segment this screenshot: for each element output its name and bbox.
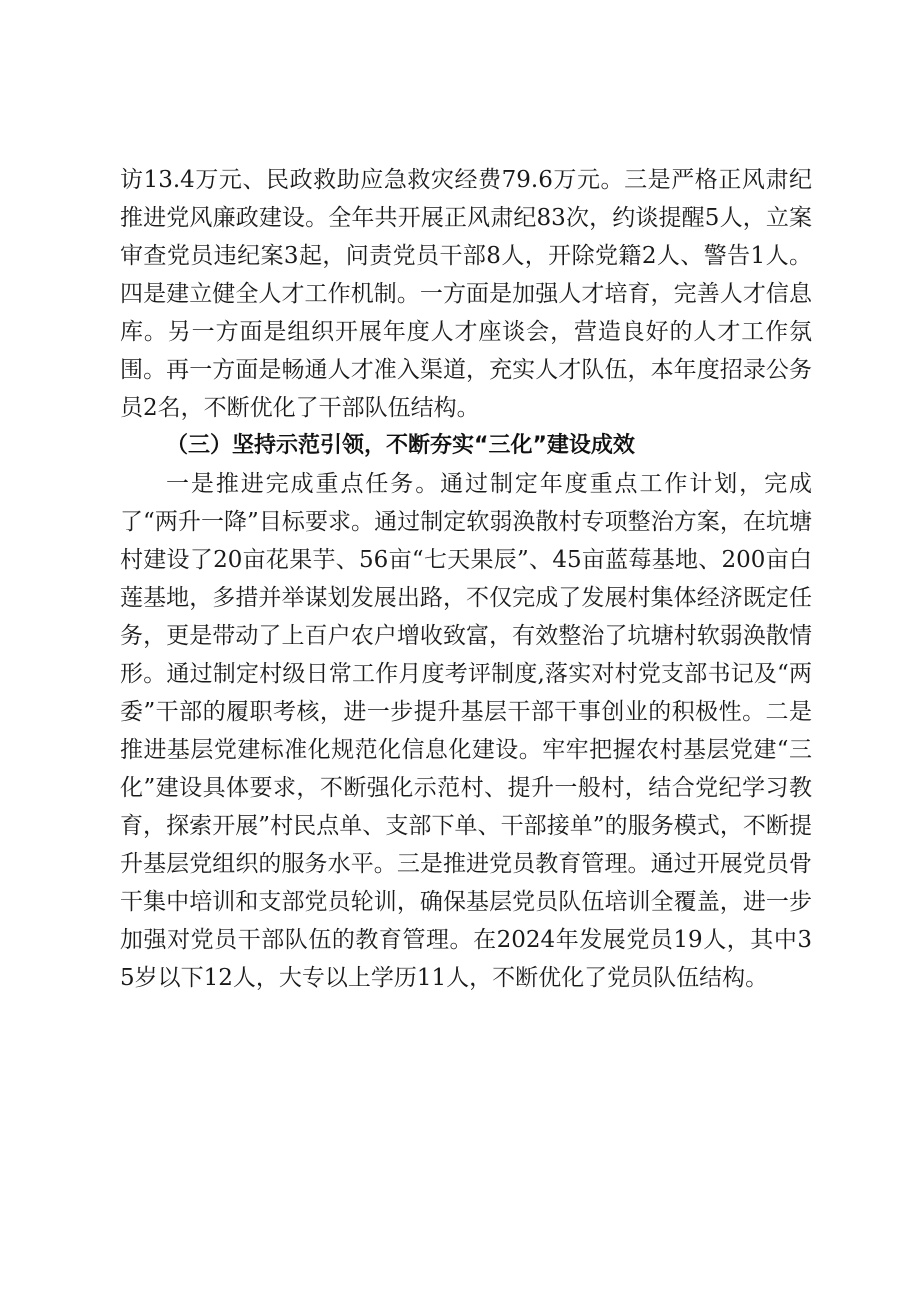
paragraph-section-three: 一是推进完成重点任务。通过制定年度重点工作计划，完成了“两升一降”目标要求。通过制定软弱涣散村专项整治方案，在坑塘村建设了20亩花果芋、56亩“七天果辰”、45亩蓝莓基地、200亩白莲基地，多措并举谋划发展出路，不仅完成了发展村集体经济既定任务，更是带动了上百户农户增收致富，有效整治了坑塘村软弱涣散情形。通过制定村级日常工作月度考评制度,落实对村党支部书记及“两委”干部的履职考核，进一步提升基层干部干事创业的积极性。二是推进基层党建标准化规范化信息化建设。牢牢把握农村基层党建“三化”建设具体要求，不断强化示范村、提升一般村，结合党纪学习教育，探索开展”村民点单、支部下单、干部接单”的服务模式，不断提升基层党组织的服务水平。三是推进党员教育管理。通过开展党员骨干集中培训和支部党员轮训，确保基层党员队伍培训全覆盖，进一步加强对党员干部队伍的教育管理。在2024年发展党员19人，其中35岁以下12人，大专以上学历11人，不断优化了党员队伍结构。 bbox=[120, 471, 812, 991]
document-body bbox=[120, 161, 812, 997]
section-heading: （三）坚持示范引领，不断夯实“三化”建设成效 bbox=[166, 433, 635, 458]
paragraph-continuation: 访13.4万元、民政救助应急救灾经费79.6万元。三是严格正风肃纪推进党风廉政建设。全年共开展正风肃纪83次，约谈提醒5人，立案审查党员违纪案3起，问责党员干部8人，开除党籍2人、警告1人。四是建立健全人才工作机制。一方面是加强人才培育，完善人才信息库。另一方面是组织开展年度人才座谈会，营造良好的人才工作氛围。再一方面是畅通人才准入渠道，充实人才队伍，本年度招录公务员2名，不断优化了干部队伍结构。 bbox=[120, 167, 812, 421]
